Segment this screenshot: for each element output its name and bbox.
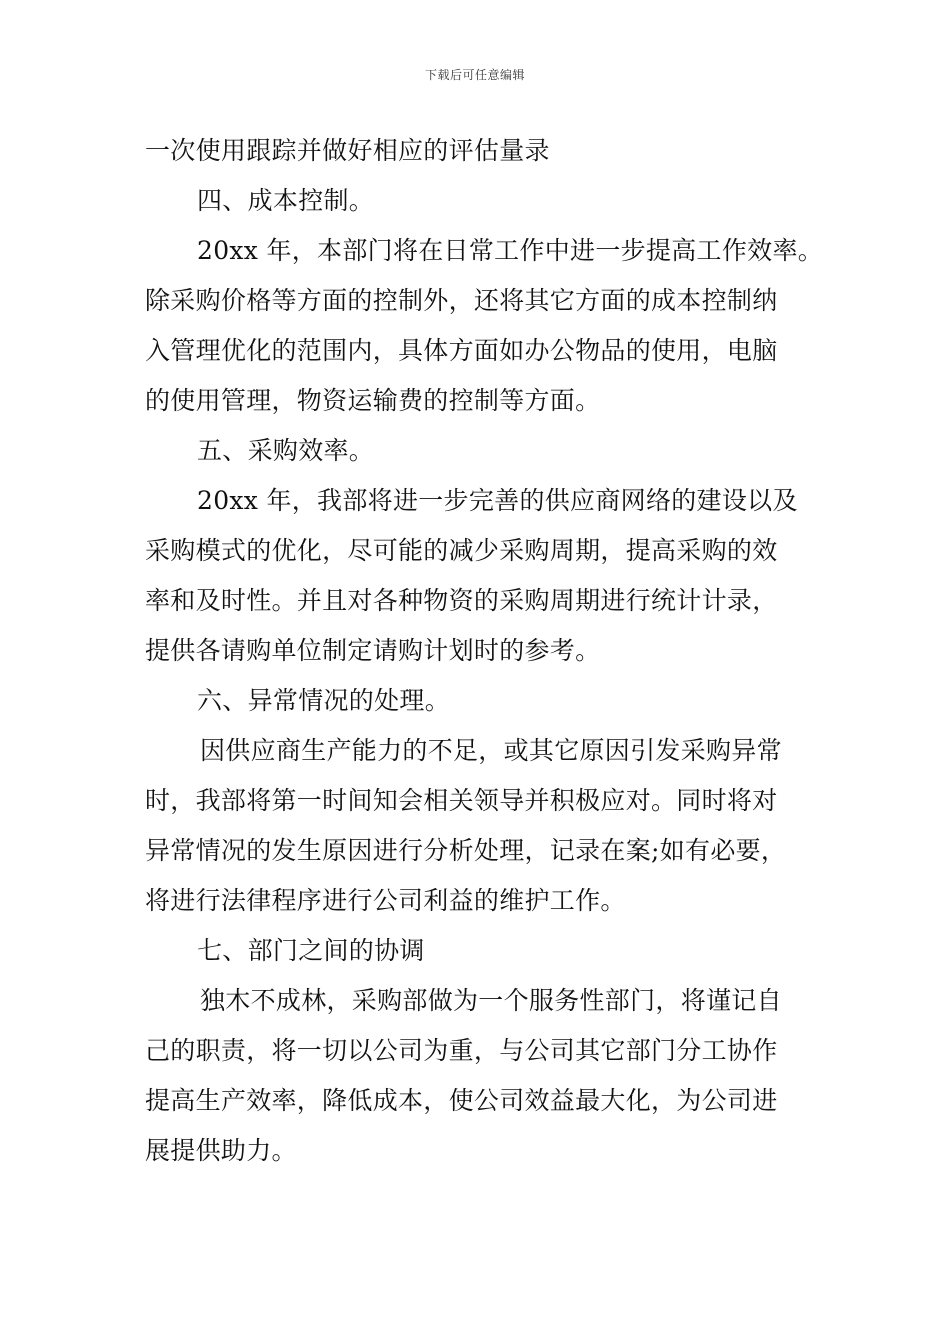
- paragraph-line: 提高生产效率，降低成本，使公司效益最大化，为公司进: [145, 1086, 778, 1115]
- paragraph-line: 除采购价格等方面的控制外，还将其它方面的成本控制纳: [145, 286, 778, 315]
- paragraph-line: 一次使用跟踪并做好相应的评估量录: [145, 136, 550, 165]
- paragraph-line: 提供各请购单位制定请购计划时的参考。: [145, 636, 601, 665]
- paragraph-line: 入管理优化的范围内，具体方面如办公物品的使用，电脑: [145, 336, 778, 365]
- paragraph-line: 20xx 年，本部门将在日常工作中进一步提高工作效率。: [197, 236, 824, 265]
- paragraph-line: 异常情况的发生原因进行分析处理，记录在案;如有必要，: [145, 836, 787, 865]
- page-header-note: 下载后可任意编辑: [424, 68, 525, 82]
- paragraph-line: 的使用管理，物资运输费的控制等方面。: [145, 386, 601, 415]
- section-heading-cost-control: 四、成本控制。: [197, 186, 375, 215]
- section-heading-department-coordination: 七、部门之间的协调: [197, 936, 425, 965]
- paragraph-line: 采购模式的优化，尽可能的减少采购周期，提高采购的效: [145, 536, 778, 565]
- paragraph-line: 因供应商生产能力的不足，或其它原因引发采购异常: [200, 736, 782, 765]
- section-heading-purchase-efficiency: 五、采购效率。: [197, 436, 375, 465]
- paragraph-line: 率和及时性。并且对各种物资的采购周期进行统计计录，: [145, 586, 778, 615]
- paragraph-line: 将进行法律程序进行公司利益的维护工作。: [145, 886, 626, 915]
- paragraph-line: 独木不成林，采购部做为一个服务性部门，将谨记自: [200, 986, 782, 1015]
- paragraph-line: 时，我部将第一时间知会相关领导并积极应对。同时将对: [145, 786, 778, 815]
- section-heading-exception-handling: 六、异常情况的处理。: [197, 686, 451, 715]
- paragraph-line: 20xx 年，我部将进一步完善的供应商网络的建设以及: [197, 486, 798, 515]
- paragraph-line: 展提供助力。: [145, 1136, 297, 1165]
- paragraph-line: 己的职责，将一切以公司为重，与公司其它部门分工协作: [145, 1036, 778, 1065]
